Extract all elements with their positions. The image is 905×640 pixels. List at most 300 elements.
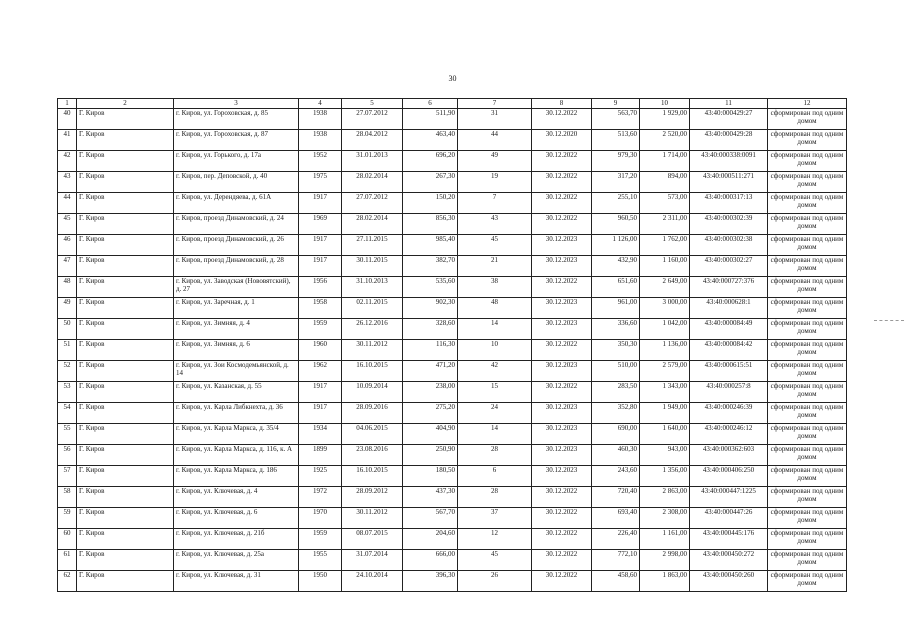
address-cell: г. Киров, ул. Карла Либкнехта, д. 36 — [174, 402, 299, 423]
construction-year-cell: 1934 — [299, 423, 342, 444]
land-status-cell: сформирован под одним домом — [768, 570, 847, 591]
residents-cell: 42 — [458, 360, 532, 381]
resettlement-deadline-cell: 30.12.2023 — [532, 360, 592, 381]
residents-cell: 45 — [458, 234, 532, 255]
column-header: 4 — [299, 99, 342, 109]
address-cell: г. Киров, проезд Динамовский, д. 28 — [174, 255, 299, 276]
housing-register-table — [57, 98, 847, 592]
row-number-cell: 53 — [58, 381, 77, 402]
row-number-cell: 43 — [58, 171, 77, 192]
recognition-date-cell: 27.07.2012 — [342, 108, 403, 129]
table-row — [58, 465, 847, 486]
address-cell: г. Киров, ул. Карла Маркса, д. 35/4 — [174, 423, 299, 444]
residents-cell: 12 — [458, 528, 532, 549]
table-row — [58, 255, 847, 276]
resettlement-deadline-cell: 30.12.2022 — [532, 507, 592, 528]
residents-cell: 10 — [458, 339, 532, 360]
residents-cell: 45 — [458, 549, 532, 570]
city-cell: Г. Киров — [77, 213, 174, 234]
row-number-cell: 54 — [58, 402, 77, 423]
land-area-cell: 1 161,00 — [640, 528, 690, 549]
land-area-cell: 3 000,00 — [640, 297, 690, 318]
table-row — [58, 444, 847, 465]
resettlement-deadline-cell: 30.12.2022 — [532, 108, 592, 129]
total-area-cell: 720,40 — [592, 486, 640, 507]
cadastral-number-cell: 43:40:000302:39 — [690, 213, 768, 234]
resettlement-deadline-cell: 30.12.2022 — [532, 570, 592, 591]
land-area-cell: 573,00 — [640, 192, 690, 213]
row-number-cell: 49 — [58, 297, 77, 318]
resettlement-deadline-cell: 30.12.2023 — [532, 423, 592, 444]
resettlement-deadline-cell: 30.12.2023 — [532, 465, 592, 486]
recognition-date-cell: 28.02.2014 — [342, 213, 403, 234]
column-header: 7 — [458, 99, 532, 109]
row-number-cell: 44 — [58, 192, 77, 213]
city-cell: Г. Киров — [77, 318, 174, 339]
cadastral-number-cell: 43:40:000302:27 — [690, 255, 768, 276]
living-area-cell: 204,60 — [403, 528, 458, 549]
row-number-cell: 40 — [58, 108, 77, 129]
land-status-cell: сформирован под одним домом — [768, 318, 847, 339]
city-cell: Г. Киров — [77, 423, 174, 444]
land-status-cell: сформирован под одним домом — [768, 171, 847, 192]
column-header: 5 — [342, 99, 403, 109]
living-area-cell: 856,30 — [403, 213, 458, 234]
resettlement-deadline-cell: 30.12.2022 — [532, 192, 592, 213]
city-cell: Г. Киров — [77, 297, 174, 318]
land-area-cell: 1 160,00 — [640, 255, 690, 276]
total-area-cell: 283,50 — [592, 381, 640, 402]
land-status-cell: сформирован под одним домом — [768, 297, 847, 318]
land-area-cell: 1 042,00 — [640, 318, 690, 339]
residents-cell: 6 — [458, 465, 532, 486]
recognition-date-cell: 27.11.2015 — [342, 234, 403, 255]
resettlement-deadline-cell: 30.12.2022 — [532, 528, 592, 549]
total-area-cell: 693,40 — [592, 507, 640, 528]
living-area-cell: 328,60 — [403, 318, 458, 339]
cadastral-number-cell: 43:40:000302:38 — [690, 234, 768, 255]
resettlement-deadline-cell: 30.12.2023 — [532, 255, 592, 276]
recognition-date-cell: 26.12.2016 — [342, 318, 403, 339]
row-number-cell: 57 — [58, 465, 77, 486]
recognition-date-cell: 28.04.2012 — [342, 129, 403, 150]
land-area-cell: 2 311,00 — [640, 213, 690, 234]
land-area-cell: 1 863,00 — [640, 570, 690, 591]
living-area-cell: 250,90 — [403, 444, 458, 465]
table-row — [58, 486, 847, 507]
living-area-cell: 150,20 — [403, 192, 458, 213]
resettlement-deadline-cell: 30.12.2022 — [532, 150, 592, 171]
column-header: 2 — [77, 99, 174, 109]
total-area-cell: 961,00 — [592, 297, 640, 318]
land-area-cell: 1 136,00 — [640, 339, 690, 360]
residents-cell: 19 — [458, 171, 532, 192]
row-number-cell: 55 — [58, 423, 77, 444]
land-area-cell: 2 649,00 — [640, 276, 690, 297]
residents-cell: 14 — [458, 318, 532, 339]
construction-year-cell: 1917 — [299, 192, 342, 213]
total-area-cell: 651,60 — [592, 276, 640, 297]
land-status-cell: сформирован под одним домом — [768, 276, 847, 297]
column-header: 1 — [58, 99, 77, 109]
land-area-cell: 2 308,00 — [640, 507, 690, 528]
column-header: 6 — [403, 99, 458, 109]
table-row — [58, 423, 847, 444]
address-cell: г. Киров, пер. Деповской, д. 40 — [174, 171, 299, 192]
resettlement-deadline-cell: 30.12.2022 — [532, 339, 592, 360]
address-cell: г. Киров, ул. Зои Космодемьянской, д. 14 — [174, 360, 299, 381]
land-status-cell: сформирован под одним домом — [768, 381, 847, 402]
recognition-date-cell: 16.10.2015 — [342, 360, 403, 381]
cadastral-number-cell: 43:40:000084:42 — [690, 339, 768, 360]
recognition-date-cell: 30.11.2012 — [342, 507, 403, 528]
cadastral-number-cell: 43:40:000317:13 — [690, 192, 768, 213]
total-area-cell: 336,60 — [592, 318, 640, 339]
construction-year-cell: 1970 — [299, 507, 342, 528]
row-number-cell: 45 — [58, 213, 77, 234]
recognition-date-cell: 30.11.2012 — [342, 339, 403, 360]
land-area-cell: 1 929,00 — [640, 108, 690, 129]
row-number-cell: 41 — [58, 129, 77, 150]
cadastral-number-cell: 43:40:000362:603 — [690, 444, 768, 465]
residents-cell: 38 — [458, 276, 532, 297]
address-cell: г. Киров, ул. Горького, д. 17а — [174, 150, 299, 171]
recognition-date-cell: 31.07.2014 — [342, 549, 403, 570]
address-cell: г. Киров, ул. Зимняя, д. 6 — [174, 339, 299, 360]
total-area-cell: 1 126,00 — [592, 234, 640, 255]
residents-cell: 31 — [458, 108, 532, 129]
table-row — [58, 549, 847, 570]
cadastral-number-cell: 43:40:000406:250 — [690, 465, 768, 486]
row-number-cell: 51 — [58, 339, 77, 360]
construction-year-cell: 1975 — [299, 171, 342, 192]
land-status-cell: сформирован под одним домом — [768, 402, 847, 423]
city-cell: Г. Киров — [77, 549, 174, 570]
residents-cell: 44 — [458, 129, 532, 150]
address-cell: г. Киров, ул. Гороховская, д. 85 — [174, 108, 299, 129]
land-area-cell: 2 863,00 — [640, 486, 690, 507]
total-area-cell: 432,90 — [592, 255, 640, 276]
table-row — [58, 171, 847, 192]
recognition-date-cell: 08.07.2015 — [342, 528, 403, 549]
total-area-cell: 513,60 — [592, 129, 640, 150]
recognition-date-cell: 02.11.2015 — [342, 297, 403, 318]
column-header: 11 — [690, 99, 768, 109]
residents-cell: 26 — [458, 570, 532, 591]
row-number-cell: 48 — [58, 276, 77, 297]
total-area-cell: 458,60 — [592, 570, 640, 591]
cadastral-number-cell: 43:40:000447:1225 — [690, 486, 768, 507]
construction-year-cell: 1938 — [299, 108, 342, 129]
city-cell: Г. Киров — [77, 528, 174, 549]
table-row — [58, 108, 847, 129]
residents-cell: 48 — [458, 297, 532, 318]
table-row — [58, 402, 847, 423]
row-number-cell: 59 — [58, 507, 77, 528]
city-cell: Г. Киров — [77, 507, 174, 528]
construction-year-cell: 1899 — [299, 444, 342, 465]
land-status-cell: сформирован под одним домом — [768, 486, 847, 507]
cadastral-number-cell: 43:40:000628:1 — [690, 297, 768, 318]
living-area-cell: 463,40 — [403, 129, 458, 150]
table-row — [58, 360, 847, 381]
total-area-cell: 960,50 — [592, 213, 640, 234]
construction-year-cell: 1959 — [299, 528, 342, 549]
total-area-cell: 563,70 — [592, 108, 640, 129]
address-cell: г. Киров, ул. Карла Маркса, д. 116, к. А — [174, 444, 299, 465]
land-area-cell: 1 949,00 — [640, 402, 690, 423]
total-area-cell: 979,30 — [592, 150, 640, 171]
scan-edge-mark — [874, 320, 904, 321]
construction-year-cell: 1917 — [299, 255, 342, 276]
table-row — [58, 381, 847, 402]
city-cell: Г. Киров — [77, 339, 174, 360]
living-area-cell: 180,50 — [403, 465, 458, 486]
address-cell: г. Киров, ул. Гороховская, д. 87 — [174, 129, 299, 150]
recognition-date-cell: 30.11.2015 — [342, 255, 403, 276]
total-area-cell: 690,00 — [592, 423, 640, 444]
living-area-cell: 567,70 — [403, 507, 458, 528]
recognition-date-cell: 16.10.2015 — [342, 465, 403, 486]
construction-year-cell: 1969 — [299, 213, 342, 234]
resettlement-deadline-cell: 30.12.2023 — [532, 318, 592, 339]
cadastral-number-cell: 43:40:000447:26 — [690, 507, 768, 528]
table-row — [58, 213, 847, 234]
address-cell: г. Киров, ул. Карла Маркса, д. 186 — [174, 465, 299, 486]
total-area-cell: 350,30 — [592, 339, 640, 360]
address-cell: г. Киров, ул. Дерендяева, д. 61А — [174, 192, 299, 213]
resettlement-deadline-cell: 30.12.2022 — [532, 276, 592, 297]
cadastral-number-cell: 43:40:000450:260 — [690, 570, 768, 591]
row-number-cell: 50 — [58, 318, 77, 339]
row-number-cell: 62 — [58, 570, 77, 591]
table-row — [58, 570, 847, 591]
column-header: 10 — [640, 99, 690, 109]
city-cell: Г. Киров — [77, 381, 174, 402]
total-area-cell: 243,60 — [592, 465, 640, 486]
cadastral-number-cell: 43:40:000246:39 — [690, 402, 768, 423]
construction-year-cell: 1960 — [299, 339, 342, 360]
living-area-cell: 267,30 — [403, 171, 458, 192]
table-row — [58, 276, 847, 297]
land-status-cell: сформирован под одним домом — [768, 465, 847, 486]
living-area-cell: 511,90 — [403, 108, 458, 129]
cadastral-number-cell: 43:40:000257:8 — [690, 381, 768, 402]
living-area-cell: 404,90 — [403, 423, 458, 444]
land-status-cell: сформирован под одним домом — [768, 339, 847, 360]
living-area-cell: 437,30 — [403, 486, 458, 507]
row-number-cell: 52 — [58, 360, 77, 381]
residents-cell: 37 — [458, 507, 532, 528]
construction-year-cell: 1956 — [299, 276, 342, 297]
row-number-cell: 46 — [58, 234, 77, 255]
column-header: 12 — [768, 99, 847, 109]
total-area-cell: 460,30 — [592, 444, 640, 465]
land-area-cell: 894,00 — [640, 171, 690, 192]
land-status-cell: сформирован под одним домом — [768, 360, 847, 381]
table-row — [58, 234, 847, 255]
resettlement-deadline-cell: 30.12.2023 — [532, 234, 592, 255]
construction-year-cell: 1917 — [299, 234, 342, 255]
address-cell: г. Киров, ул. Ключевая, д. 25а — [174, 549, 299, 570]
address-cell: г. Киров, ул. Ключевая, д. 6 — [174, 507, 299, 528]
city-cell: Г. Киров — [77, 276, 174, 297]
land-area-cell: 2 520,00 — [640, 129, 690, 150]
residents-cell: 15 — [458, 381, 532, 402]
cadastral-number-cell: 43:40:000450:272 — [690, 549, 768, 570]
recognition-date-cell: 24.10.2014 — [342, 570, 403, 591]
table-row — [58, 528, 847, 549]
city-cell: Г. Киров — [77, 108, 174, 129]
living-area-cell: 382,70 — [403, 255, 458, 276]
land-area-cell: 1 762,00 — [640, 234, 690, 255]
cadastral-number-cell: 43:40:000246:12 — [690, 423, 768, 444]
address-cell: г. Киров, ул. Ключевая, д. 21б — [174, 528, 299, 549]
table-row — [58, 507, 847, 528]
table-row — [58, 150, 847, 171]
address-cell: г. Киров, проезд Динамовский, д. 26 — [174, 234, 299, 255]
address-cell: г. Киров, ул. Ключевая, д. 31 — [174, 570, 299, 591]
city-cell: Г. Киров — [77, 234, 174, 255]
recognition-date-cell: 10.09.2014 — [342, 381, 403, 402]
living-area-cell: 696,20 — [403, 150, 458, 171]
table-row — [58, 297, 847, 318]
cadastral-number-cell: 43:40:000429:28 — [690, 129, 768, 150]
address-cell: г. Киров, ул. Заводская (Нововятский), д. 27 — [174, 276, 299, 297]
cadastral-number-cell: 43:40:000429:27 — [690, 108, 768, 129]
resettlement-deadline-cell: 30.12.2022 — [532, 213, 592, 234]
construction-year-cell: 1952 — [299, 150, 342, 171]
city-cell: Г. Киров — [77, 171, 174, 192]
living-area-cell: 275,20 — [403, 402, 458, 423]
resettlement-deadline-cell: 30.12.2020 — [532, 129, 592, 150]
land-area-cell: 1 343,00 — [640, 381, 690, 402]
total-area-cell: 317,20 — [592, 171, 640, 192]
table-row — [58, 339, 847, 360]
resettlement-deadline-cell: 30.12.2023 — [532, 402, 592, 423]
total-area-cell: 255,10 — [592, 192, 640, 213]
recognition-date-cell: 23.08.2016 — [342, 444, 403, 465]
land-status-cell: сформирован под одним домом — [768, 423, 847, 444]
construction-year-cell: 1959 — [299, 318, 342, 339]
city-cell: Г. Киров — [77, 402, 174, 423]
residents-cell: 7 — [458, 192, 532, 213]
cadastral-number-cell: 43:40:000615:51 — [690, 360, 768, 381]
land-status-cell: сформирован под одним домом — [768, 129, 847, 150]
construction-year-cell: 1958 — [299, 297, 342, 318]
living-area-cell: 396,30 — [403, 570, 458, 591]
living-area-cell: 116,30 — [403, 339, 458, 360]
row-number-cell: 47 — [58, 255, 77, 276]
resettlement-deadline-cell: 30.12.2023 — [532, 297, 592, 318]
cadastral-number-cell: 43:40:000445:176 — [690, 528, 768, 549]
address-cell: г. Киров, ул. Казанская, д. 55 — [174, 381, 299, 402]
land-area-cell: 1 714,00 — [640, 150, 690, 171]
construction-year-cell: 1962 — [299, 360, 342, 381]
total-area-cell: 772,10 — [592, 549, 640, 570]
land-status-cell: сформирован под одним домом — [768, 507, 847, 528]
recognition-date-cell: 04.06.2015 — [342, 423, 403, 444]
recognition-date-cell: 28.09.2012 — [342, 486, 403, 507]
land-area-cell: 2 998,00 — [640, 549, 690, 570]
column-number-row — [58, 99, 847, 109]
recognition-date-cell: 31.01.2013 — [342, 150, 403, 171]
land-status-cell: сформирован под одним домом — [768, 444, 847, 465]
residents-cell: 28 — [458, 444, 532, 465]
construction-year-cell: 1917 — [299, 402, 342, 423]
city-cell: Г. Киров — [77, 150, 174, 171]
living-area-cell: 238,00 — [403, 381, 458, 402]
residents-cell: 28 — [458, 486, 532, 507]
land-status-cell: сформирован под одним домом — [768, 213, 847, 234]
address-cell: г. Киров, ул. Ключевая, д. 4 — [174, 486, 299, 507]
city-cell: Г. Киров — [77, 570, 174, 591]
construction-year-cell: 1972 — [299, 486, 342, 507]
city-cell: Г. Киров — [77, 255, 174, 276]
address-cell: г. Киров, ул. Зимняя, д. 4 — [174, 318, 299, 339]
total-area-cell: 226,40 — [592, 528, 640, 549]
land-area-cell: 1 640,00 — [640, 423, 690, 444]
land-status-cell: сформирован под одним домом — [768, 255, 847, 276]
column-header: 9 — [592, 99, 640, 109]
living-area-cell: 985,40 — [403, 234, 458, 255]
construction-year-cell: 1938 — [299, 129, 342, 150]
land-status-cell: сформирован под одним домом — [768, 150, 847, 171]
land-status-cell: сформирован под одним домом — [768, 108, 847, 129]
register-rows — [58, 108, 847, 591]
resettlement-deadline-cell: 30.12.2023 — [532, 444, 592, 465]
page-number: 30 — [448, 74, 457, 83]
city-cell: Г. Киров — [77, 486, 174, 507]
column-header: 8 — [532, 99, 592, 109]
address-cell: г. Киров, ул. Заречная, д. 1 — [174, 297, 299, 318]
column-header: 3 — [174, 99, 299, 109]
residents-cell: 21 — [458, 255, 532, 276]
resettlement-deadline-cell: 30.12.2022 — [532, 486, 592, 507]
construction-year-cell: 1917 — [299, 381, 342, 402]
recognition-date-cell: 28.02.2014 — [342, 171, 403, 192]
city-cell: Г. Киров — [77, 129, 174, 150]
recognition-date-cell: 28.09.2016 — [342, 402, 403, 423]
land-status-cell: сформирован под одним домом — [768, 192, 847, 213]
city-cell: Г. Киров — [77, 444, 174, 465]
cadastral-number-cell: 43:40:000084:49 — [690, 318, 768, 339]
construction-year-cell: 1955 — [299, 549, 342, 570]
cadastral-number-cell: 43:40:000511:271 — [690, 171, 768, 192]
land-area-cell: 1 356,00 — [640, 465, 690, 486]
city-cell: Г. Киров — [77, 465, 174, 486]
residents-cell: 14 — [458, 423, 532, 444]
recognition-date-cell: 27.07.2012 — [342, 192, 403, 213]
living-area-cell: 902,30 — [403, 297, 458, 318]
city-cell: Г. Киров — [77, 192, 174, 213]
land-status-cell: сформирован под одним домом — [768, 528, 847, 549]
land-status-cell: сформирован под одним домом — [768, 234, 847, 255]
living-area-cell: 471,20 — [403, 360, 458, 381]
total-area-cell: 352,80 — [592, 402, 640, 423]
city-cell: Г. Киров — [77, 360, 174, 381]
resettlement-deadline-cell: 30.12.2022 — [532, 549, 592, 570]
land-area-cell: 2 579,00 — [640, 360, 690, 381]
construction-year-cell: 1925 — [299, 465, 342, 486]
cadastral-number-cell: 43:40:000338:0091 — [690, 150, 768, 171]
table-row — [58, 129, 847, 150]
resettlement-deadline-cell: 30.12.2022 — [532, 381, 592, 402]
living-area-cell: 535,60 — [403, 276, 458, 297]
resettlement-deadline-cell: 30.12.2022 — [532, 171, 592, 192]
land-area-cell: 943,00 — [640, 444, 690, 465]
row-number-cell: 61 — [58, 549, 77, 570]
